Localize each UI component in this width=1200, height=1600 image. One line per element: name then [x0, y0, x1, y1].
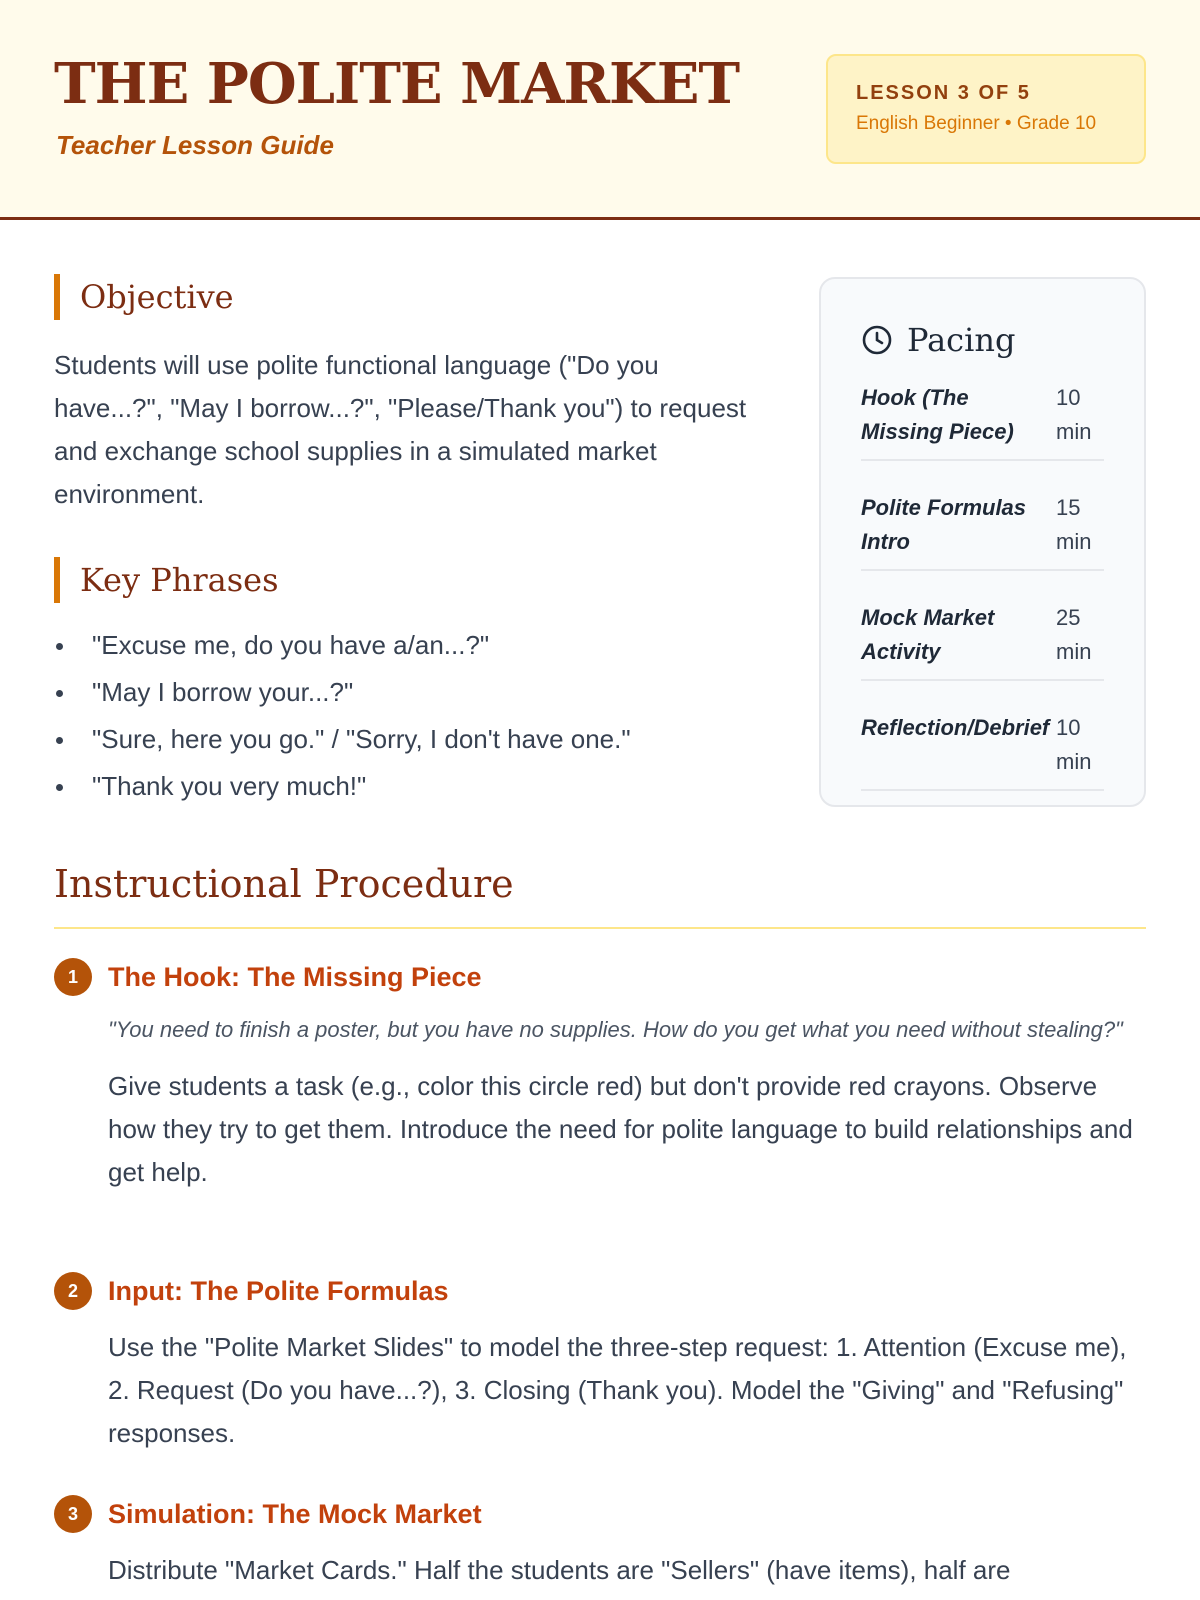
lesson-badge: [826, 54, 1146, 164]
key-phrases-heading: Key Phrases: [54, 557, 279, 603]
pacing-activity: Reflection/Debrief: [861, 715, 1050, 740]
objective-text: Students will use polite functional language ("Do you have...?", "May I borrow...?", "Please/Thank you") to request and exchange school supplies in a simulated market environment.: [54, 350, 747, 509]
pacing-title: Pacing: [907, 321, 1016, 359]
objective-heading: Objective: [54, 274, 234, 320]
procedure-step: [54, 1495, 1146, 1592]
procedure-heading: Instructional Procedure: [54, 862, 514, 906]
procedure-step: [54, 1272, 1146, 1455]
pacing-activity: Mock Market Activity: [861, 605, 995, 664]
pacing-activity: Polite Formulas Intro: [861, 495, 1027, 554]
page-title: THE POLITE MARKET: [54, 51, 740, 117]
pacing-duration: 10 min: [1056, 385, 1092, 444]
page-subtitle: Teacher Lesson Guide: [56, 130, 334, 160]
step-number-badge: 2: [54, 1272, 92, 1310]
step-body: Give students a task (e.g., color this circle red) but don't provide red crayons. Observe how they try to get them. Introduce the need for polite language to build relationships and get help.: [108, 1071, 1133, 1187]
step-number-badge: 3: [54, 1495, 92, 1533]
list-item: "Sure, here you go." / "Sorry, I don't have one.": [54, 716, 631, 763]
procedure-step: [54, 958, 1146, 1194]
pacing-duration: 10 min: [1056, 715, 1092, 774]
key-phrases-list: [54, 622, 631, 810]
step-body: Use the "Polite Market Slides" to model the three-step request: 1. Attention (Excuse me), 2. Request (Do you have...?), 3. Closing (Thank you). Model the "Giving" and "Refusing" responses.: [108, 1332, 1127, 1448]
pacing-activity: Hook (The Missing Piece): [861, 385, 1014, 444]
lesson-level: English Beginner • Grade 10: [856, 113, 1097, 134]
list-item: "Excuse me, do you have a/an...?": [54, 622, 631, 669]
pacing-row: [861, 373, 1104, 461]
step-quote: "You need to finish a poster, but you have no supplies. How do you get what you need without stealing?": [108, 1017, 1123, 1042]
step-title: The Hook: The Missing Piece: [108, 961, 482, 992]
list-item: "May I borrow your...?": [54, 669, 631, 716]
step-header: [54, 1272, 1146, 1310]
pacing-row: [861, 703, 1104, 791]
step-title: Input: The Polite Formulas: [108, 1275, 449, 1306]
step-body: Distribute "Market Cards." Half the students are "Sellers" (have items), half are: [108, 1555, 1011, 1585]
pacing-card: [819, 277, 1146, 807]
page-header: [0, 0, 1200, 220]
pacing-row: [861, 483, 1104, 571]
step-header: [54, 958, 1146, 996]
pacing-row: [861, 593, 1104, 681]
clock-icon: [861, 324, 893, 356]
step-header: [54, 1495, 1146, 1533]
pacing-header: [861, 321, 1104, 359]
pacing-duration: 25 min: [1056, 605, 1092, 664]
list-item: "Thank you very much!": [54, 763, 631, 810]
section-divider: [54, 927, 1146, 929]
step-title: Simulation: The Mock Market: [108, 1498, 482, 1529]
pacing-duration: 15 min: [1056, 495, 1092, 554]
lesson-number: LESSON 3 OF 5: [856, 82, 1031, 104]
step-number-badge: 1: [54, 958, 92, 996]
